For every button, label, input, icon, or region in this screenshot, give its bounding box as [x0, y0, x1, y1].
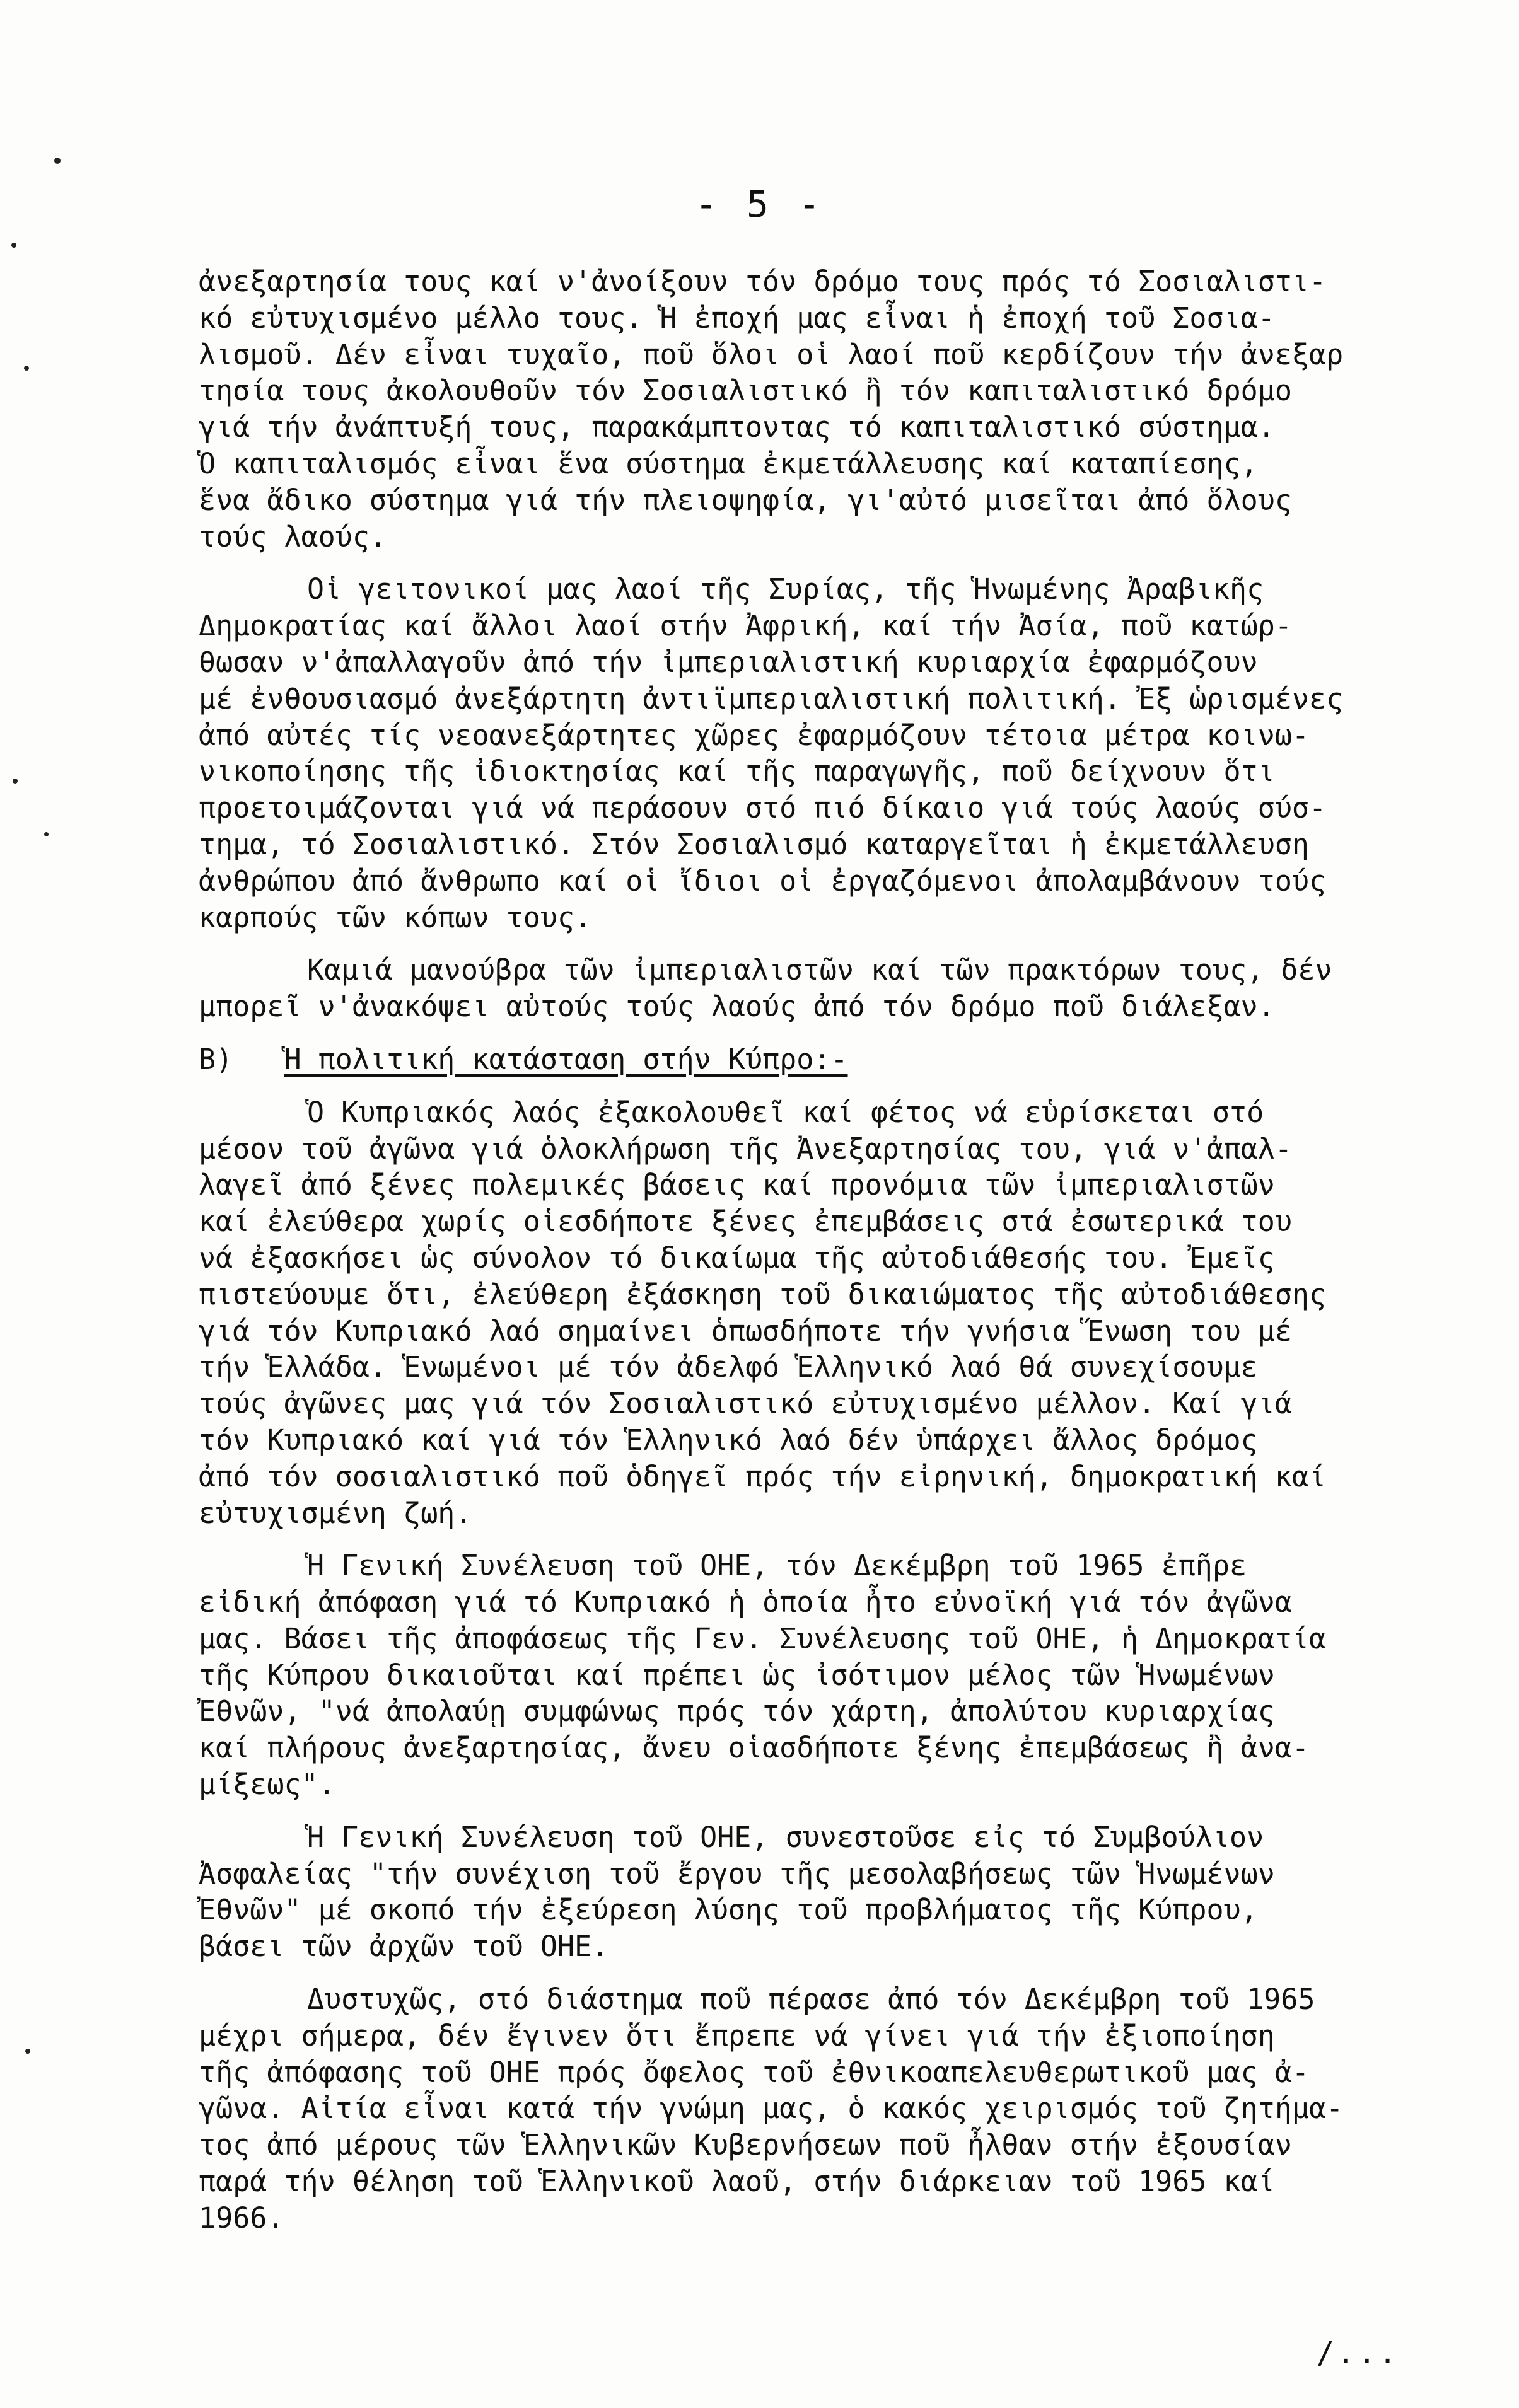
text-line: καί πλήρους ἀνεξαρτησίας, ἄνευ οἱασδήποτε ξένης ἐπεμβάσεως ἢ ἀνα- [199, 1731, 1309, 1765]
text-line: 1966. [199, 2201, 284, 2235]
text-line: λισμοῦ. Δέν εἶναι τυχαῖο, ποῦ ὅλοι οἱ λαοί ποῦ κερδίζουν τήν ἀνεξαρ [199, 337, 1344, 371]
text-line: Ὁ καπιταλισμός εἶναι ἕνα σύστημα ἐκμετάλλευσης καί καταπίεσης, [199, 446, 1258, 480]
text-line: Ἡ Γενική Συνέλευση τοῦ ΟΗΕ, συνεστοῦσε εἰς τό Συμβούλιον [307, 1820, 1264, 1854]
paragraph [199, 1819, 1472, 1965]
section-heading-row [199, 1041, 1472, 1078]
text-line: Ὁ Κυπριακός λαός ἐξακολουθεῖ καί φέτος νά εὑρίσκεται στό [307, 1095, 1264, 1129]
continuation-mark: /... [1316, 2336, 1399, 2371]
text-line: Δημοκρατίας καί ἄλλοι λαοί στήν Ἀφρική, καί τήν Ἀσία, ποῦ κατώρ- [199, 609, 1292, 643]
margin-mark [13, 779, 18, 784]
text-line: βάσει τῶν ἀρχῶν τοῦ ΟΗΕ. [199, 1930, 609, 1964]
text-line: μέ ἐνθουσιασμό ἀνεξάρτητη ἀντιϊμπεριαλιστική πολιτική. Ἐξ ὡρισμένες [199, 681, 1344, 715]
text-line: θωσαν ν'ἀπαλλαγοῦν ἀπό τήν ἰμπεριαλιστική κυριαρχία ἐφαρμόζουν [199, 645, 1258, 679]
text-line: τησία τους ἀκολουθοῦν τόν Σοσιαλιστικό ἢ τόν καπιταλιστικό δρόμο [199, 374, 1292, 408]
text-line: τούς ἀγῶνες μας γιά τόν Σοσιαλιστικό εὐτυχισμένο μέλλον. Καί γιά [199, 1387, 1292, 1421]
text-line: Ἐθνῶν, "νά ἀπολαύῃ συμφώνως πρός τόν χάρτη, ἀπολύτου κυριαρχίας [199, 1694, 1275, 1728]
text-line: μίξεως". [199, 1768, 335, 1802]
text-line: Δυστυχῶς, στό διάστημα ποῦ πέρασε ἀπό τόν Δεκέμβρη τοῦ 1965 [307, 1983, 1315, 2017]
paragraph [199, 952, 1472, 1025]
text-line: Οἱ γειτονικοί μας λαοί τῆς Συρίας, τῆς Ἡνωμένης Ἀραβικῆς [307, 572, 1264, 606]
text-line: νά ἐξασκήσει ὡς σύνολον τό δικαίωμα τῆς αὐτοδιάθεσής του. Ἐμεῖς [199, 1241, 1275, 1275]
text-line: καρπούς τῶν κόπων τους. [199, 900, 592, 934]
text-line: γῶνα. Αἰτία εἶναι κατά τήν γνώμη μας, ὁ κακός χειρισμός τοῦ ζητήμα- [199, 2092, 1344, 2126]
text-line: Ἀσφαλείας "τήν συνέχιση τοῦ ἔργου τῆς μεσολαβήσεως τῶν Ἡνωμένων [199, 1856, 1275, 1890]
margin-mark [54, 158, 61, 164]
text-line: γιά τήν ἀνάπτυξή τους, παρακάμπτοντας τό καπιταλιστικό σύστημα. [199, 410, 1275, 444]
paragraph [199, 1981, 1472, 2237]
margin-mark [11, 243, 16, 248]
text-line: εἰδική ἀπόφαση γιά τό Κυπριακό ἡ ὁποία ἦτο εὐνοϊκή γιά τόν ἀγῶνα [199, 1585, 1292, 1619]
text-line: καί ἐλεύθερα χωρίς οἱεσδήποτε ξένες ἐπεμβάσεις στά ἐσωτερικά του [199, 1205, 1292, 1239]
text-line: κό εὐτυχισμένο μέλλο τους. Ἡ ἐποχή μας εἶναι ἡ ἐποχή τοῦ Σοσια- [199, 301, 1275, 335]
margin-mark [24, 366, 29, 371]
text-line: εὐτυχισμένη ζωή. [199, 1496, 472, 1530]
text-line: νικοποίησης τῆς ἰδιοκτησίας καί τῆς παραγωγῆς, ποῦ δείχνουν ὅτι [199, 755, 1275, 789]
section-title: Ἡ πολιτική κατάσταση στήν Κύπρο:- [284, 1042, 848, 1076]
text-line: μας. Βάσει τῆς ἀποφάσεως τῆς Γεν. Συνέλευσης τοῦ ΟΗΕ, ἡ Δημοκρατία [199, 1621, 1327, 1655]
text-line: μπορεῖ ν'ἀνακόψει αὐτούς τούς λαούς ἀπό τόν δρόμο ποῦ διάλεξαν. [199, 990, 1275, 1024]
text-line: τημα, τό Σοσιαλιστικό. Στόν Σοσιαλισμό καταργεῖται ἡ ἐκμετάλλευση [199, 827, 1309, 861]
page-number: - 5 - [695, 183, 824, 226]
text-line: ἀπό τόν σοσιαλιστικό ποῦ ὁδηγεῖ πρός τήν εἰρηνική, δημοκρατική καί [199, 1459, 1327, 1493]
text-line: γιά τόν Κυπριακό λαό σημαίνει ὁπωσδήποτε τήν γνήσια Ἕνωση του μέ [199, 1314, 1292, 1348]
text-line: τος ἀπό μέρους τῶν Ἑλληνικῶν Κυβερνήσεων ποῦ ἦλθαν στήν ἐξουσίαν [199, 2128, 1292, 2162]
margin-mark [25, 2049, 30, 2054]
text-line: τόν Κυπριακό καί γιά τόν Ἑλληνικό λαό δέν ὑπάρχει ἄλλος δρόμος [199, 1423, 1258, 1457]
text-line: τῆς Κύπρου δικαιοῦται καί πρέπει ὡς ἰσότιμον μέλος τῶν Ἡνωμένων [199, 1658, 1275, 1692]
document-body [199, 263, 1472, 2237]
text-line: παρά τήν θέληση τοῦ Ἑλληνικοῦ λαοῦ, στήν διάρκειαν τοῦ 1965 καί [199, 2165, 1275, 2199]
text-line: Καμιά μανούβρα τῶν ἰμπεριαλιστῶν καί τῶν πρακτόρων τους, δέν [307, 953, 1332, 987]
text-line: λαγεῖ ἀπό ξένες πολεμικές βάσεις καί προνόμια τῶν ἰμπεριαλιστῶν [199, 1168, 1275, 1202]
paragraph [199, 571, 1472, 935]
paragraph [199, 1094, 1472, 1532]
text-line: ἕνα ἄδικο σύστημα γιά τήν πλειοψηφία, γι'αὐτό μισεῖται ἀπό ὅλους [199, 483, 1292, 517]
margin-mark [44, 832, 49, 836]
text-line: τήν Ἑλλάδα. Ἑνωμένοι μέ τόν ἀδελφό Ἑλληνικό λαό θά συνεχίσουμε [199, 1350, 1258, 1384]
text-line: μέσον τοῦ ἀγῶνα γιά ὁλοκλήρωση τῆς Ἀνεξαρτησίας του, γιά ν'ἀπαλ- [199, 1132, 1292, 1166]
text-line: Ἡ Γενική Συνέλευση τοῦ ΟΗΕ, τόν Δεκέμβρη τοῦ 1965 ἐπῆρε [307, 1549, 1247, 1583]
text-line: Ἐθνῶν" μέ σκοπό τήν ἐξεύρεση λύσης τοῦ προβλήματος τῆς Κύπρου, [199, 1893, 1258, 1927]
text-line: τούς λαούς. [199, 519, 387, 553]
text-line: πιστεύουμε ὅτι, ἐλεύθερη ἐξάσκηση τοῦ δικαιώματος τῆς αὐτοδιάθεσης [199, 1277, 1327, 1311]
text-line: προετοιμάζονται γιά νά περάσουν στό πιό δίκαιο γιά τούς λαούς σύσ- [199, 791, 1327, 825]
text-line: ἀνθρώπου ἀπό ἄνθρωπο καί οἱ ἴδιοι οἱ ἐργαζόμενοι ἀπολαμβάνουν τούς [199, 864, 1327, 898]
paragraph [199, 1548, 1472, 1803]
text-line: ἀπό αὐτές τίς νεοανεξάρτητες χῶρες ἐφαρμόζουν τέτοια μέτρα κοινω- [199, 718, 1309, 752]
text-line: ἀνεξαρτησία τους καί ν'ἀνοίξουν τόν δρόμο τους πρός τό Σοσιαλιστι- [199, 265, 1327, 298]
section-label: Β) [199, 1042, 233, 1076]
text-line: μέχρι σήμερα, δέν ἔγινεν ὅτι ἔπρεπε νά γίνει γιά τήν ἐξιοποίηση [199, 2018, 1275, 2052]
text-line: τῆς ἀπόφασης τοῦ ΟΗΕ πρός ὄφελος τοῦ ἐθνικοαπελευθερωτικοῦ μας ἀ- [199, 2055, 1309, 2089]
paragraph [199, 263, 1472, 555]
